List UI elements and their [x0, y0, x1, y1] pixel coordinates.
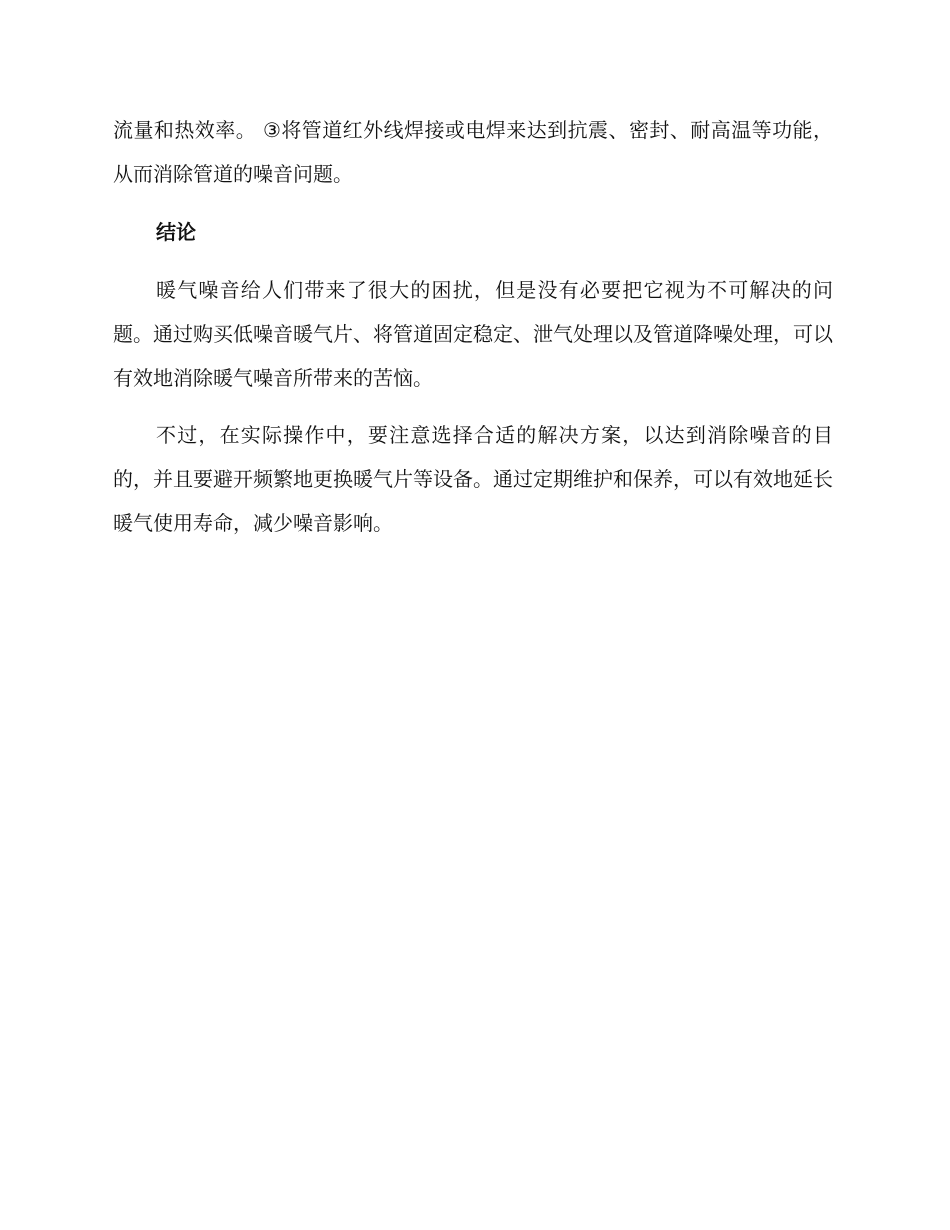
section-heading-conclusion: 结论 — [156, 220, 196, 244]
conclusion-paragraph-1: 暖气噪音给人们带来了很大的困扰，但是没有必要把它视为不可解决的问题。通过购买低噪音暖气片、将管道固定稳定、泄气处理以及管道降噪处理，可以有效地消除暖气噪音所带来的苦恼。 — [113, 278, 833, 390]
conclusion-paragraph-2: 不过，在实际操作中，要注意选择合适的解决方案，以达到消除噪音的目的，并且要避开频繁地更换暖气片等设备。通过定期维护和保养，可以有效地延长暖气使用寿命，减少噪音影响。 — [113, 423, 833, 535]
continuation-paragraph: 流量和热效率。 ③将管道红外线焊接或电焊来达到抗震、密封、耐高温等功能，从而消除管道的噪音问题。 — [113, 118, 833, 186]
document-body — [113, 108, 833, 545]
